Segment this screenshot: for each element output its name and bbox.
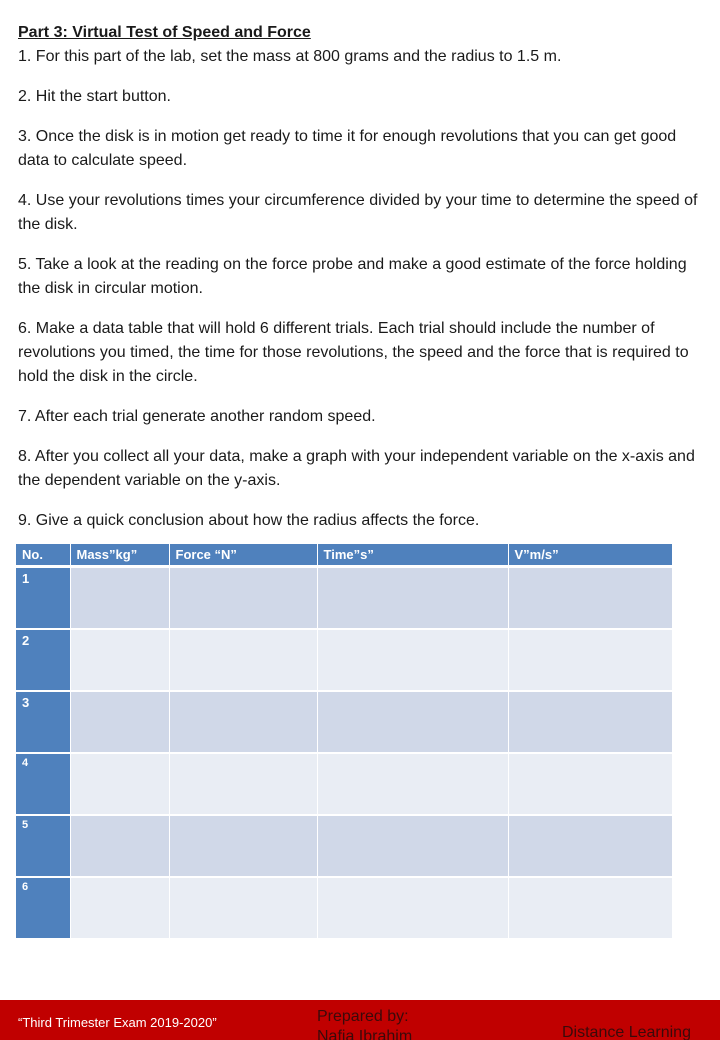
exam-label: “Third Trimester Exam 2019-2020”	[18, 1015, 217, 1030]
force-cell	[169, 691, 317, 753]
step-3: 3. Once the disk is in motion get ready to time it for enough revolutions that you can get good data to calculate speed.	[18, 128, 677, 169]
mass-cell	[70, 629, 169, 691]
time-cell	[317, 815, 508, 877]
mass-cell	[70, 753, 169, 815]
mass-cell	[70, 567, 169, 630]
step-6: 6. Make a data table that will hold 6 different trials. Each trial should include the number of revolutions you timed, the time for those revolutions, the speed and the force that is required to hold the disk in the circle.	[18, 320, 689, 385]
table-row	[16, 691, 672, 753]
velocity-cell	[508, 691, 672, 753]
footer-bar	[0, 1000, 720, 1040]
row-number: 1	[16, 567, 70, 630]
header-time: Time”s”	[317, 544, 508, 567]
velocity-cell	[508, 815, 672, 877]
table-header-row	[16, 544, 672, 567]
force-cell	[169, 753, 317, 815]
step-2: 2. Hit the start button.	[18, 88, 171, 105]
force-cell	[169, 877, 317, 939]
velocity-cell	[508, 753, 672, 815]
row-number: 4	[16, 753, 70, 815]
time-cell	[317, 753, 508, 815]
force-cell	[169, 815, 317, 877]
prepared-by	[317, 1007, 412, 1040]
step-4: 4. Use your revolutions times your circumference divided by your time to determine the speed of the disk.	[18, 192, 698, 233]
header-velocity: V”m/s”	[508, 544, 672, 567]
header-force: Force “N”	[169, 544, 317, 567]
header-mass: Mass”kg”	[70, 544, 169, 567]
force-cell	[169, 567, 317, 630]
time-cell	[317, 691, 508, 753]
lab-instructions	[18, 22, 702, 549]
step-7: 7. After each trial generate another random speed.	[18, 408, 376, 425]
mass-cell	[70, 815, 169, 877]
force-cell	[169, 629, 317, 691]
table-row	[16, 877, 672, 939]
table-row	[16, 815, 672, 877]
step-8: 8. After you collect all your data, make a graph with your independent variable on the x-axis and the dependent variable on the y-axis.	[18, 448, 695, 489]
author-name: Nafia Ibrahim	[317, 1028, 413, 1040]
step-1: 1. For this part of the lab, set the mass at 800 grams and the radius to 1.5 m.	[18, 48, 562, 65]
step-5: 5. Take a look at the reading on the force probe and make a good estimate of the force holding the disk in circular motion.	[18, 256, 687, 297]
row-number: 2	[16, 629, 70, 691]
table-row	[16, 629, 672, 691]
row-number: 3	[16, 691, 70, 753]
mass-cell	[70, 877, 169, 939]
header-no: No.	[16, 544, 70, 567]
time-cell	[317, 877, 508, 939]
row-number: 6	[16, 877, 70, 939]
velocity-cell	[508, 877, 672, 939]
section-title: Part 3: Virtual Test of Speed and Force	[18, 24, 311, 41]
velocity-cell	[508, 629, 672, 691]
row-number: 5	[16, 815, 70, 877]
data-table	[16, 544, 673, 940]
distance-learning-label: Distance Learning	[562, 1024, 691, 1040]
step-9: 9. Give a quick conclusion about how the radius affects the force.	[18, 512, 480, 529]
prepared-by-label: Prepared by:	[317, 1008, 409, 1025]
table-row	[16, 567, 672, 630]
time-cell	[317, 567, 508, 630]
mass-cell	[70, 691, 169, 753]
time-cell	[317, 629, 508, 691]
velocity-cell	[508, 567, 672, 630]
table-row	[16, 753, 672, 815]
